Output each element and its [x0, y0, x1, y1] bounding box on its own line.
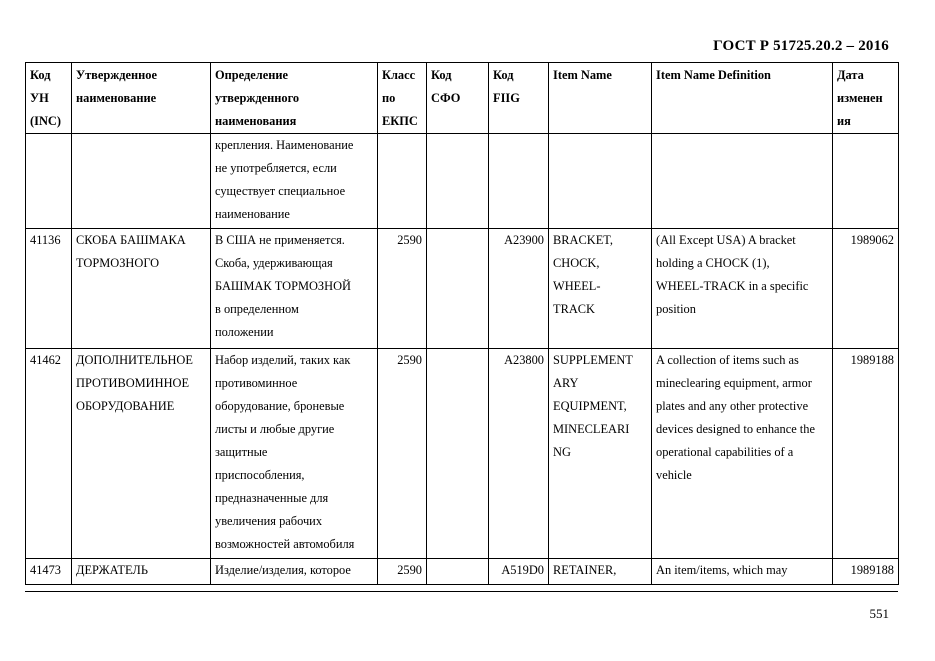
col-approved-name-cell — [72, 134, 211, 229]
col-sfo-cell — [427, 559, 489, 585]
cell-line: NG — [553, 445, 571, 459]
col-fiig-header — [489, 63, 549, 134]
cell-line: WHEEL-TRACK in a specific — [656, 279, 809, 293]
header-line: Определение — [215, 68, 289, 82]
col-inc-cell: 41462 — [26, 349, 72, 559]
col-inc-cell — [26, 134, 72, 229]
cell-line: СКОБА БАШМАКА — [76, 233, 186, 247]
cell-line: TRACK — [553, 302, 595, 316]
cell-line: не употребляется, если — [215, 161, 337, 175]
col-change-date-cell: 1989188 — [833, 349, 899, 559]
cell-line: position — [656, 302, 696, 316]
col-change-date-cell: 1989062 — [833, 229, 899, 349]
cell-line: Набор изделий, таких как — [215, 353, 351, 367]
col-change-date-cell — [833, 134, 899, 229]
cell-line: в определенном — [215, 302, 299, 316]
cell-line: plates and any other protective — [656, 399, 809, 413]
header-line: (INC) — [30, 114, 61, 128]
header-line: УН — [30, 91, 49, 105]
col-item-definition-cell — [652, 229, 833, 349]
table-row — [26, 229, 899, 349]
col-item-name-header — [549, 63, 652, 134]
table-row — [26, 559, 899, 585]
cell-line: положении — [215, 325, 274, 339]
cell-line: holding a CHOCK (1), — [656, 256, 770, 270]
header-line: Item Name Definition — [656, 68, 771, 82]
col-class-cell — [378, 134, 427, 229]
col-sfo-cell — [427, 229, 489, 349]
col-class-header — [378, 63, 427, 134]
col-fiig-cell: A23900 — [489, 229, 549, 349]
header-line: Код — [493, 68, 514, 82]
page-number: 551 — [869, 606, 889, 621]
cell-line: предназначенные для — [215, 491, 329, 505]
col-fiig-cell — [489, 134, 549, 229]
cell-line: возможностей автомобиля — [215, 537, 355, 551]
cell-line: оборудование, броневые — [215, 399, 345, 413]
cell-line: mineclearing equipment, armor — [656, 376, 812, 390]
col-fiig-cell: A23800 — [489, 349, 549, 559]
col-sfo-cell — [427, 349, 489, 559]
cell-line: ДЕРЖАТЕЛЬ — [76, 563, 148, 577]
cell-line: наименование — [215, 207, 290, 221]
col-class-cell: 2590 — [378, 349, 427, 559]
header-line: наименования — [215, 114, 297, 128]
header-line: Код — [431, 68, 452, 82]
header-line: наименование — [76, 91, 157, 105]
col-approved-name-cell — [72, 349, 211, 559]
col-definition-cell — [211, 229, 378, 349]
cell-line: EQUIPMENT, — [553, 399, 627, 413]
col-definition-header — [211, 63, 378, 134]
col-approved-name-header — [72, 63, 211, 134]
cell-line: WHEEL- — [553, 279, 601, 293]
col-inc-cell: 41136 — [26, 229, 72, 349]
cell-line: vehicle — [656, 468, 692, 482]
header-line: Класс — [382, 68, 416, 82]
header-line: Утвержденное — [76, 68, 157, 82]
table-bottom-border — [25, 591, 898, 592]
col-item-definition-cell — [652, 349, 833, 559]
table-row — [26, 349, 899, 559]
col-definition-cell — [211, 134, 378, 229]
col-item-name-cell — [549, 559, 652, 585]
cell-line: (All Except USA) A bracket — [656, 233, 796, 247]
cell-line: CHOCK, — [553, 256, 600, 270]
cell-line: увеличения рабочих — [215, 514, 323, 528]
cell-line: BRACKET, — [553, 233, 614, 247]
cell-line: существует специальное — [215, 184, 346, 198]
cell-line: ПРОТИВОМИННОЕ — [76, 376, 190, 390]
table-row — [26, 134, 899, 229]
header-line: Item Name — [553, 68, 612, 82]
cell-line: противоминное — [215, 376, 298, 390]
col-approved-name-cell — [72, 229, 211, 349]
header-line: изменен — [837, 91, 883, 105]
cell-line: крепления. Наименование — [215, 138, 354, 152]
cell-line: An item/items, which may — [656, 563, 788, 577]
classification-table — [25, 62, 899, 585]
col-item-name-cell — [549, 229, 652, 349]
document-code: ГОСТ Р 51725.20.2 – 2016 — [713, 38, 889, 54]
cell-line: Изделие/изделия, которое — [215, 563, 351, 577]
cell-line: Скоба, удерживающая — [215, 256, 333, 270]
header-line: утвержденного — [215, 91, 300, 105]
col-fiig-cell: A519D0 — [489, 559, 549, 585]
col-item-definition-cell — [652, 559, 833, 585]
cell-line: devices designed to enhance the — [656, 422, 815, 436]
cell-line: БАШМАК ТОРМОЗНОЙ — [215, 279, 351, 293]
col-approved-name-cell — [72, 559, 211, 585]
cell-line: operational capabilities of a — [656, 445, 794, 459]
col-sfo-header — [427, 63, 489, 134]
cell-line: приспособления, — [215, 468, 305, 482]
header-line: Дата — [837, 68, 864, 82]
cell-line: ДОПОЛНИТЕЛЬНОЕ — [76, 353, 193, 367]
col-definition-cell — [211, 559, 378, 585]
col-item-definition-header — [652, 63, 833, 134]
table-header-row — [26, 63, 899, 134]
header-line: FIIG — [493, 91, 520, 105]
cell-line: ТОРМОЗНОГО — [76, 256, 160, 270]
col-item-name-cell — [549, 349, 652, 559]
cell-line: RETAINER, — [553, 563, 617, 577]
cell-line: SUPPLEMENT — [553, 353, 633, 367]
col-inc-cell: 41473 — [26, 559, 72, 585]
cell-line: A collection of items such as — [656, 353, 799, 367]
header-line: ия — [837, 114, 851, 128]
cell-line: ARY — [553, 376, 579, 390]
header-line: по — [382, 91, 396, 105]
header-line: СФО — [431, 91, 461, 105]
col-change-date-header — [833, 63, 899, 134]
col-definition-cell — [211, 349, 378, 559]
cell-line: листы и любые другие — [215, 422, 335, 436]
col-sfo-cell — [427, 134, 489, 229]
col-inc-header — [26, 63, 72, 134]
col-class-cell: 2590 — [378, 229, 427, 349]
cell-line: MINECLEARI — [553, 422, 630, 436]
header-line: Код — [30, 68, 51, 82]
cell-line: защитные — [215, 445, 268, 459]
header-line: ЕКПС — [382, 114, 418, 128]
cell-line: ОБОРУДОВАНИЕ — [76, 399, 175, 413]
col-item-definition-cell — [652, 134, 833, 229]
col-class-cell: 2590 — [378, 559, 427, 585]
col-change-date-cell: 1989188 — [833, 559, 899, 585]
col-item-name-cell — [549, 134, 652, 229]
cell-line: В США не применяется. — [215, 233, 345, 247]
